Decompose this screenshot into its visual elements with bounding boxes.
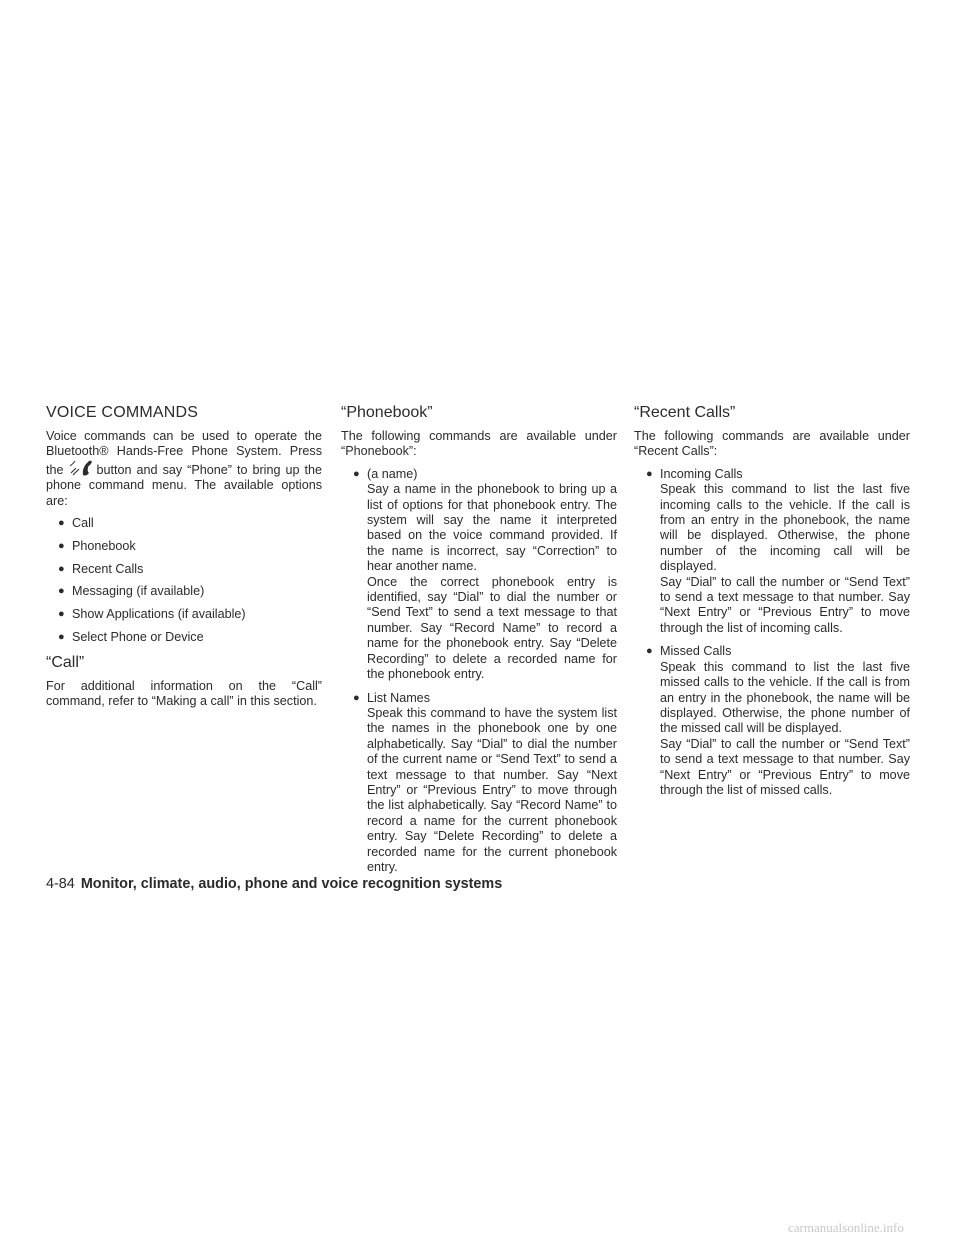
list-item <box>646 644 910 798</box>
list-item: ● Messaging (if available) <box>58 584 205 599</box>
command-description: Speak this command to have the system list the names in the phonebook one by one alphabetically. Say “Dial” to dial the number of the current name or “Send Text” to send a text message to that number. Say “Next Entry” or “Previous Entry” to move through the list alphabetically. Say “Record Name” to record a name for the current phonebook entry. Say “Delete Recording” to delete a recorded name for the current phonebook entry. <box>367 705 617 874</box>
list-item: ● Show Applications (if available) <box>58 607 246 622</box>
section-heading: VOICE COMMANDS <box>46 404 199 421</box>
bullet-icon: ● <box>58 539 65 552</box>
bullet-icon: ● <box>58 585 65 598</box>
command-term: Incoming Calls <box>660 466 743 481</box>
column-phonebook <box>341 403 617 883</box>
intro-text-before: Voice commands can be used to operate the Bluetooth® Hands-Free Phone System. Press the <box>46 429 322 477</box>
recent-calls-heading: “Recent Calls” <box>634 404 736 421</box>
column-recent-calls <box>634 403 910 806</box>
options-list <box>46 516 322 645</box>
page-number: 4-84 <box>46 876 75 892</box>
command-description: Say a name in the phonebook to bring up a list of options for that phonebook entry. The system will say the name it interpreted based on the voice command provided. If the name is incorrect, say “Correction” to hear another name. <box>367 482 617 574</box>
intro-paragraph <box>46 429 322 509</box>
command-description-2: Say “Dial” to call the number or “Send Text” to send a text message to that number. Say “Next Entry” or “Previous Entry” to move through the list of missed calls. <box>660 736 910 797</box>
list-item: ● Call <box>58 516 94 531</box>
phonebook-heading: “Phonebook” <box>341 404 433 421</box>
intro-text-after: button and say “Phone” to bring up the phone command menu. The available options are: <box>46 462 323 508</box>
call-paragraph: For additional information on the “Call” command, refer to “Making a call” in this section. <box>46 678 322 709</box>
bullet-icon: ● <box>353 467 360 480</box>
bullet-icon: ● <box>58 562 65 575</box>
bullet-icon: ● <box>646 467 653 480</box>
chapter-title: Monitor, climate, audio, phone and voice recognition systems <box>80 876 503 892</box>
recent-calls-commands-list <box>634 467 910 799</box>
list-item: ● Phonebook <box>58 538 136 553</box>
list-item <box>353 691 617 876</box>
bullet-icon: ● <box>58 517 65 530</box>
list-item: ● Select Phone or Device <box>58 630 204 645</box>
call-heading: “Call” <box>46 653 85 671</box>
list-item: ● Recent Calls <box>58 561 144 576</box>
bullet-icon: ● <box>58 631 65 644</box>
bullet-icon: ● <box>58 608 65 621</box>
list-item <box>353 467 617 683</box>
command-description: Speak this command to list the last five incoming calls to the vehicle. If the call is from an entry in the phonebook, the name will be displayed. Otherwise, the phone number of the incoming call will be displayed. <box>660 482 910 574</box>
bullet-icon: ● <box>646 645 653 658</box>
command-term: List Names <box>367 690 430 705</box>
watermark: carmanualsonline.info <box>788 1220 904 1235</box>
bullet-icon: ● <box>353 691 360 704</box>
command-description-2: Say “Dial” to call the number or “Send Text” to send a text message to that number. Say “Next Entry” or “Previous Entry” to move through the list of incoming calls. <box>660 574 910 635</box>
phonebook-commands-list <box>341 467 617 876</box>
recent-calls-intro: The following commands are available under “Recent Calls”: <box>634 429 910 459</box>
phone-talk-icon <box>69 460 97 476</box>
command-term: Missed Calls <box>660 644 732 659</box>
command-term: (a name) <box>367 466 418 481</box>
command-description: Speak this command to list the last five missed calls to the vehicle. If the call is from an entry in the phonebook, the name will be displayed. Otherwise, the phone number of the missed call will be displayed. <box>660 659 910 736</box>
column-voice-commands <box>46 403 322 710</box>
list-item <box>646 467 910 636</box>
command-description-2: Once the correct phonebook entry is identified, say “Dial” to dial the number or “Send Text” to send a text message to that number. Say “Record Name” to record a name for the phonebook entry. Say “Delete Recording” to delete a recorded name for the phonebook entry. <box>367 574 617 682</box>
page-footer <box>46 876 502 892</box>
phonebook-intro: The following commands are available under “Phonebook”: <box>341 429 617 459</box>
